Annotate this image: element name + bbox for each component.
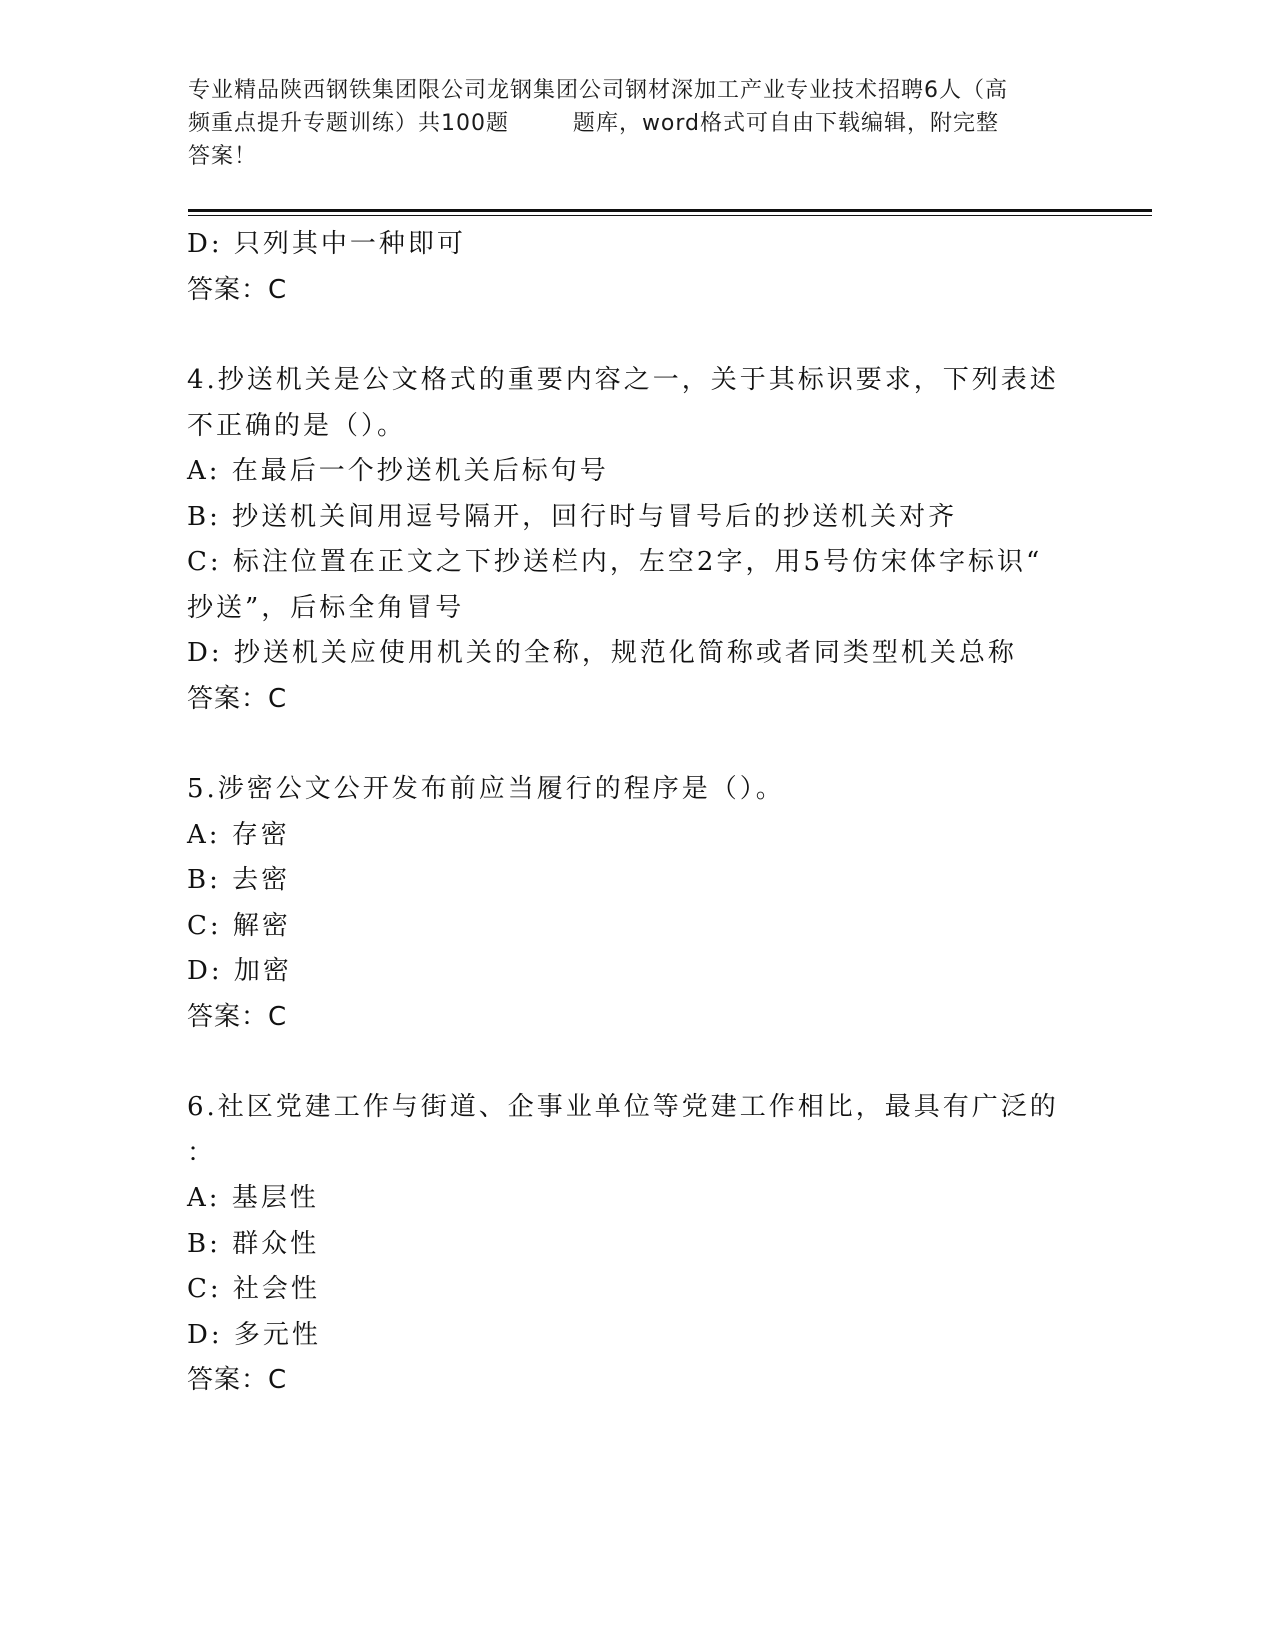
- option-d: D: 抄送机关应使用机关的全称，规范化简称或者同类型机关总称: [187, 638, 1017, 668]
- question-stem: 5.涉密公文公开发布前应当履行的程序是（）。: [187, 774, 785, 804]
- question-stem-continued: 不正确的是（）。: [187, 410, 407, 441]
- option-a: A: 在最后一个抄送机关后标句号: [187, 456, 609, 486]
- option-b: B: 群众性: [187, 1228, 320, 1259]
- option-c-continued: 抄送”，后标全角冒号: [187, 592, 465, 623]
- header-title-line-2: 频重点提升专题训练）共100题 题库，word格式可自由下载编辑，附完整: [188, 111, 1000, 136]
- question-stem: 4.抄送机关是公文格式的重要内容之一，关于其标识要求，下列表述: [187, 365, 1059, 395]
- document-header: [188, 74, 1088, 173]
- question-6: [187, 1085, 1087, 1404]
- header-divider-thick: [188, 209, 1152, 212]
- answer: 答案：C: [187, 1001, 288, 1032]
- question-5: [187, 767, 1087, 1040]
- option-b: B: 抄送机关间用逗号隔开，回行时与冒号后的抄送机关对齐: [187, 501, 958, 532]
- option-c: C: 解密: [187, 910, 291, 941]
- question-3-tail: [187, 222, 1087, 313]
- option-c: C: 社会性: [187, 1274, 320, 1304]
- question-stem-continued: ：: [187, 1137, 217, 1168]
- option-d: D: 多元性: [187, 1319, 321, 1350]
- option-a: A: 存密: [187, 819, 290, 850]
- question-4: [187, 358, 1087, 722]
- spacer: [187, 313, 1087, 358]
- answer: 答案：C: [187, 274, 288, 305]
- spacer: [187, 1040, 1087, 1085]
- question-stem: 6.社区党建工作与街道、企事业单位等党建工作相比，最具有广泛的: [187, 1092, 1059, 1122]
- option-d: D: 只列其中一种即可: [187, 229, 466, 259]
- question-list: [187, 222, 1087, 1404]
- answer: 答案：C: [187, 683, 288, 714]
- option-c: C: 标注位置在正文之下抄送栏内，左空2字，用5号仿宋体字标识“: [187, 547, 1043, 577]
- answer: 答案：C: [187, 1365, 288, 1395]
- header-title-line-1: 专业精品陕西钢铁集团限公司龙钢集团公司钢材深加工产业专业技术招聘6人（高: [188, 78, 1008, 103]
- option-a: A: 基层性: [187, 1183, 319, 1213]
- header-divider-thin: [188, 215, 1152, 216]
- option-d: D: 加密: [187, 956, 292, 986]
- option-b: B: 去密: [187, 865, 291, 895]
- spacer: [187, 722, 1087, 767]
- header-title-line-3: 答案！: [188, 144, 258, 169]
